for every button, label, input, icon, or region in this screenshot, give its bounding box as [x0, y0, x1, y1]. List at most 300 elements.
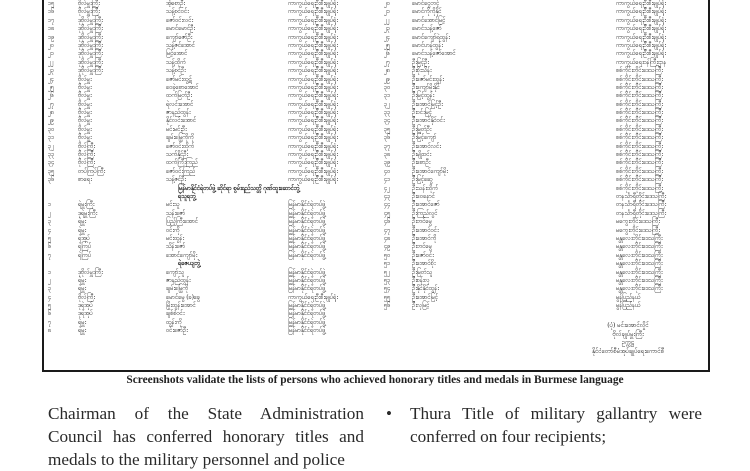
table-cell: ထွန်းကို [166, 318, 182, 326]
table-cell: သန့်ထိုက် [166, 58, 186, 66]
table-cell: ၂၃ [384, 25, 390, 33]
table-cell: မကွေးတိုင်းဒေသကြီး [616, 218, 660, 226]
table-cell: စစ်ကိုင်းတိုင်းဒေသကြီး [616, 100, 663, 108]
table-cell: ၂၂ [48, 58, 54, 66]
table-cell: ၃၄ [384, 117, 391, 125]
signature-title: ဥက္ကဋ္ဌ [621, 339, 635, 346]
table-cell: ဇော်မင်းထွဋ် [166, 75, 192, 83]
table-cell: မောင်ငွေတင့် [412, 0, 440, 7]
table-cell: ၄၇ [384, 226, 391, 234]
table-cell: ၁၆ [48, 8, 55, 16]
table-cell: ကာကွယ်ရေးဦးစီးချုပ်ရုံး [288, 176, 338, 184]
table-cell: ကာကွယ်ရေးဦးစီးချုပ်ရုံး [288, 67, 338, 75]
table-cell: တနင်္သာရီတိုင်းဒေသကြီး [616, 201, 666, 209]
table-row [384, 34, 704, 42]
table-cell: ၄ [48, 293, 52, 301]
table-cell: သန့်ဇင်အောင် [166, 41, 195, 49]
table-cell: ၄၁ [384, 176, 391, 184]
table-cell: မွန်ပြည်နယ် [616, 302, 641, 310]
table-cell: ဒုဗိုလ်မှူးကြီး [78, 33, 103, 41]
table-cell: ကာကွယ်ရေးဦးစီးချုပ်ရုံး [288, 142, 338, 150]
table-cell: ဒုဗိုလ်မှူးကြီး [78, 41, 103, 49]
table-cell: ဦးမြင့်ထွန်း [412, 92, 435, 100]
section-heading: မြန်မာနိုင်ငံရဲတပ်ဖွဲ့ ဆိုင်ရာ စွမ်းရည်သတ္တိ ဂုဏ်ထူးဆောင်ဘွဲ့ [178, 184, 300, 192]
table-cell: ၁ [48, 201, 52, 209]
table-cell: ရဲမှူး [78, 276, 86, 284]
table-row [48, 67, 378, 75]
table-cell: ၃၄ [48, 159, 55, 167]
table-cell: ၃၇ [384, 142, 391, 150]
table-cell: ချမ်းမြေ့ကို [166, 285, 189, 293]
table-cell: ဒုဗိုလ်မှူးကြီး [78, 50, 103, 58]
table-cell: သက်နိုင်ဦး [166, 151, 188, 159]
table-cell: ဦးမြင့်ကျော် [412, 134, 437, 142]
table-cell: ဗိုလ်ကြီး [78, 151, 95, 159]
signature-name: (ပုံ) မင်းအောင်လှိုင် [607, 322, 649, 329]
table-cell: မန္တလေးတိုင်းဒေသကြီး [616, 276, 663, 284]
table-cell: ၃၀ [384, 83, 391, 91]
table-cell: ၂၄ [48, 75, 54, 83]
table-cell: ဦးဝေနောင် [412, 192, 435, 200]
table-cell: ကာကွယ်ရေးဦးစီးချုပ်ရုံး [288, 58, 338, 66]
table-cell: ရဲမှူးကြီး [78, 201, 95, 209]
table-cell: ၄၄ [384, 201, 391, 209]
table-row [48, 8, 378, 16]
table-row [48, 218, 378, 226]
table-cell: စစ်ကိုင်းတိုင်းဒေသကြီး [616, 75, 663, 83]
table-cell: ၃၅ [48, 167, 55, 175]
table-cell: ၁၅ [48, 0, 55, 7]
table-cell: ကာကွယ်ရေးဦးစီးချုပ်ရုံး [288, 159, 338, 167]
table-row [384, 101, 704, 109]
table-cell: ၃၃ [384, 109, 391, 117]
table-cell: ကာကွယ်ရေးဦးစီးချုပ်ရုံး [616, 16, 666, 24]
table-cell: ၄၂ [384, 184, 390, 192]
table-cell: ဦးလှမြင့် [412, 302, 430, 310]
table-cell: ၃၁ [48, 134, 55, 142]
table-cell: မန္တလေးတိုင်းဒေသကြီး [616, 285, 663, 293]
table-cell: ရဲလင်းအောင် [166, 100, 194, 108]
table-cell: ဦးအောင်ဝင်း [412, 226, 439, 234]
table-cell: စစ်ကိုင်းတိုင်းဒေသကြီး [616, 159, 663, 167]
table-cell: ဦးဝင်းမြင့် [412, 109, 432, 117]
table-cell: ဒုရဲအုပ် [78, 302, 93, 310]
table-cell: ဒုဗိုလ်မှူးကြီး [78, 67, 103, 75]
table-cell: မောင်သန့်ဇော်အောင် [412, 50, 456, 58]
table-cell: ရဲကြပ် [78, 243, 92, 251]
section-heading: ရဲဇေယျဘွဲ့ [178, 260, 201, 268]
table-cell: ဦးအောင်မြင့် [412, 293, 438, 301]
table-row [48, 176, 378, 184]
table-row [48, 235, 378, 243]
table-cell: မောင်ကိုကိုနိုင် [412, 8, 442, 16]
table-row [48, 319, 378, 327]
table-cell: ၁ [48, 268, 52, 276]
document-left-column [48, 0, 378, 336]
table-cell: ၂၆ [384, 50, 390, 58]
table-cell: ၂၈ [48, 109, 54, 117]
table-cell: မြန်မာနိုင်ငံရဲတပ်ဖွဲ့ [288, 209, 326, 217]
table-cell: ကာကွယ်ရေးဦးစီးချုပ်ရုံး [288, 41, 338, 49]
table-cell: ကာကွယ်ရေးဦးစီးချုပ်ရုံး [288, 134, 338, 142]
table-row [48, 269, 378, 277]
table-row [384, 285, 704, 293]
figure-caption: Screenshots validate the lists of persons who achieved honorary titles and medals in Burmese language [126, 374, 624, 386]
table-cell: ထက်မြတ်ဦး [166, 92, 192, 100]
table-cell: ၃၈ [384, 151, 391, 159]
table-cell: ၁၉ [48, 33, 55, 41]
table-cell: ကာကွယ်ရေးဦးစီးချုပ်ရုံး [288, 125, 338, 133]
signature-rank: ဗိုလ်ချုပ်မှူးကြီး [612, 330, 644, 338]
table-row [384, 76, 704, 84]
table-cell: ၆ [48, 310, 52, 318]
table-cell: ကာကွယ်ရေးဦးစီးချုပ်ရုံး [288, 25, 338, 33]
table-cell: ၃၅ [384, 125, 391, 133]
table-cell: ဦးအောင်နိုင်ဝင်း [412, 117, 445, 125]
table-cell: စစ်ကိုင်းတိုင်းဒေသကြီး [616, 176, 663, 184]
table-cell: မြန်မာနိုင်ငံရဲတပ်ဖွဲ့ [288, 218, 326, 226]
table-cell: မောင်မောင်ဦး [166, 25, 195, 33]
table-cell: ဦးမြင့်ဆွေ [412, 176, 433, 184]
table-cell: ဦးအောင်လင်း [412, 142, 441, 150]
table-cell: ၃၉ [384, 159, 391, 167]
table-cell: တပ်ကြပ်ကြီး [78, 167, 105, 175]
table-cell: ဦးအောင်ကျော်မိုး [412, 167, 448, 175]
table-cell: ဦးအောင်ဇော် [412, 201, 440, 209]
table-row [48, 25, 378, 33]
table-cell: ကာကွယ်ရေးဦးစီးချုပ်ရုံး [616, 8, 666, 16]
table-cell: ရဲမှူး [78, 318, 86, 326]
table-cell: မြန်မာနိုင်ငံရဲတပ်ဖွဲ့ [288, 310, 326, 318]
table-cell: မောင်ဟန်ထွန်း [412, 41, 443, 49]
table-cell: ဦးဇော်မင်းထွန်း [412, 75, 444, 83]
table-cell: ဦးမျိုးဝင်း [412, 151, 432, 159]
table-row [384, 269, 704, 277]
table-cell: ဝေခဲ့စောအောင် [166, 83, 199, 91]
table-cell: မန္တလေးတိုင်းဒေသကြီး [616, 260, 663, 268]
table-row [48, 143, 378, 151]
table-cell: ဗိုလ်မှူး [78, 125, 92, 133]
table-row [384, 59, 704, 67]
table-cell: မန္တလေးတိုင်းဒေသကြီး [616, 234, 663, 242]
table-row [384, 17, 704, 25]
table-cell: ၃ [48, 218, 52, 226]
table-cell: နိုင်လင်းအောင် [166, 117, 197, 125]
table-cell: ပြည့်ကြီးအောင် [166, 218, 198, 226]
table-cell: ဗိုလ်မှူး [78, 100, 92, 108]
table-cell: မောင်မွေ (ခ)ခွေ [166, 293, 200, 301]
table-cell: ၃၂ [384, 100, 390, 108]
table-cell: ရဲမှူး [78, 285, 86, 293]
table-cell: ကာကွယ်ရေးဦးစီးချုပ်ရုံး [616, 25, 666, 33]
table-cell: ၂၂ [384, 16, 390, 24]
table-row [384, 210, 704, 218]
table-cell: ကာကွယ်ရေးဦးစီးချုပ်ရုံး [288, 16, 338, 24]
table-cell: ကျော်ဇော်ဦး [166, 33, 193, 41]
table-cell: ကာကွယ်ရေးဦးစီးချုပ်ရုံး [288, 50, 338, 58]
table-row [384, 25, 704, 33]
table-row [48, 201, 378, 209]
table-cell: ၂၀ [48, 41, 54, 49]
table-cell: ကာကွယ်ရေးဦးစီးချုပ်ရုံး [288, 92, 338, 100]
table-cell: မင်းထွန်း [166, 234, 184, 242]
table-cell: သိန်းဇော် [166, 243, 186, 251]
table-cell: ကာကွယ်ရေးဦးစီးချုပ်ရုံး [288, 75, 338, 83]
table-cell: ချစ်စံဝင်း [166, 310, 185, 318]
table-cell: မွန်ပြည်နယ် [616, 293, 641, 301]
table-cell: ၆ [48, 243, 52, 251]
table-cell: ကာကွယ်ရေးဦးစီးချုပ်ရုံး [616, 50, 666, 58]
section-heading-row [48, 185, 378, 193]
table-cell: ၃၁ [384, 92, 391, 100]
table-row [384, 294, 704, 302]
table-cell: တနင်္သာရီတိုင်းဒေသကြီး [616, 192, 666, 200]
table-cell: ဗိုလ်မှူး [78, 109, 92, 117]
table-cell: ၈ [48, 327, 52, 335]
table-row [48, 285, 378, 293]
table-cell: ဝင်းကို [166, 226, 180, 234]
table-cell: ရဲအုပ် [78, 234, 90, 242]
table-cell: ၅၆ [384, 302, 391, 310]
table-cell: မြန်မာနိုင်ငံရဲတပ်ဖွဲ့ [288, 201, 326, 209]
table-cell: မကွေးတိုင်းဒေသကြီး [616, 226, 660, 234]
table-cell: ဦးအောင်ကို [412, 234, 437, 242]
table-cell: သန့်စင်ဦး [166, 67, 186, 75]
table-cell: ကာကွယ်ရေးဦးစီးချုပ်ရုံး [288, 0, 338, 7]
table-cell: ရဲမှူး [78, 218, 86, 226]
table-row [48, 34, 378, 42]
table-cell: ၃၂ [48, 142, 54, 150]
table-cell: စစ်ကိုင်းတိုင်းဒေသကြီး [616, 117, 663, 125]
table-cell: ၂၀ [384, 0, 390, 7]
table-cell: မြိုးထွန်းအောင် [166, 302, 196, 310]
table-cell: အံ့စောဦး [166, 0, 185, 7]
table-row [48, 92, 378, 100]
table-row [48, 101, 378, 109]
table-row [48, 59, 378, 67]
table-cell: ဦးသန်းထိုက် [412, 184, 438, 192]
table-cell: မောင်သန့်ဇော် [412, 25, 442, 33]
table-cell: ဦးအောင်စိုး [412, 260, 436, 268]
table-row [48, 117, 378, 125]
table-row [384, 201, 704, 209]
table-cell: ဒုဗိုလ်မှူးကြီး [78, 58, 103, 66]
table-cell: ၂၉ [384, 75, 390, 83]
table-cell: ရဲမှူး [78, 327, 86, 335]
table-row [48, 227, 378, 235]
body-paragraph-left: Chairman of the State Administration Council has conferred honorary titles and medals to the military personnel and police [48, 404, 364, 469]
table-cell: ဦးဇော်ဝင်း [412, 251, 434, 259]
table-cell: ကျော်သူ [166, 268, 184, 276]
table-cell: မြန်မာနိုင်ငံရဲတပ်ဖွဲ့ [288, 285, 326, 293]
table-row [48, 50, 378, 58]
table-cell: မြန်မာနိုင်ငံရဲတပ်ဖွဲ့ [288, 268, 326, 276]
section-heading-row [48, 260, 378, 268]
table-row [48, 168, 378, 176]
table-cell: မန္တလေးတိုင်းဒေသကြီး [616, 268, 663, 276]
table-cell: ၄ [48, 226, 52, 234]
table-cell: ဦးအောင်မြင့်ဦး [412, 100, 443, 108]
body-paragraph-right [386, 402, 702, 448]
table-cell: ၄၈ [384, 234, 391, 242]
table-cell: ဗိုလ်မှူး [78, 134, 92, 142]
bullet-icon: • [386, 404, 392, 423]
table-row [48, 302, 378, 310]
table-row [48, 277, 378, 285]
table-cell: ဇာနည်ထွန်း [166, 276, 191, 284]
table-cell: ဇော်ဝင်းထိုက် [166, 142, 195, 150]
table-cell: ၂၄ [384, 33, 390, 41]
signature-council: နိုင်ငံတော်စီမံအုပ်ချုပ်ရေးကောင်စီ [592, 347, 665, 355]
table-cell: စစ်ကိုင်းတိုင်းဒေသကြီး [616, 83, 663, 91]
table-row [48, 294, 378, 302]
table-cell: ၇ [48, 318, 52, 326]
table-cell: ၃ [48, 285, 52, 293]
table-cell: မြင့်အောင် [166, 50, 188, 58]
table-cell: ဦးကျော်မိုးနိုင် [412, 83, 440, 91]
table-row [48, 76, 378, 84]
table-cell: ဦးမြတ်သူ [412, 268, 433, 276]
table-row [384, 185, 704, 193]
table-cell: မင်းမင်းဦး [166, 125, 187, 133]
table-row [384, 227, 704, 235]
table-cell: ၂၁ [384, 8, 390, 16]
section-heading: ရဲသူရဘွဲ့ [178, 192, 196, 200]
table-row [48, 243, 378, 251]
document-right-column [384, 0, 704, 310]
table-cell: ၃၆ [48, 176, 55, 184]
table-cell: စစ်ကိုင်းတိုင်းဒေသကြီး [616, 167, 663, 175]
table-cell: ၅၄ [384, 285, 391, 293]
table-cell: စစ်ကိုင်းတိုင်းဒေသကြီး [616, 109, 663, 117]
table-cell: ၂ [48, 209, 51, 217]
table-cell: ၂၃ [48, 67, 54, 75]
table-cell: စစ်ကိုင်းတိုင်းဒေသကြီး [616, 125, 663, 133]
table-cell: ကာကွယ်ရေးဦးစီးချုပ်ရုံး [288, 293, 338, 301]
table-cell: စစ်ကိုင်းတိုင်းဒေသကြီး [616, 92, 663, 100]
table-cell: ဒုဗိုလ်မှူးကြီး [78, 268, 103, 276]
table-cell: ကာကွယ်ရေးဦးစီးချုပ်ရုံး [616, 41, 666, 49]
table-cell: ၂၇ [384, 58, 390, 66]
table-cell: ၄၃ [384, 192, 391, 200]
table-row [384, 126, 704, 134]
table-cell: ဒုရဲအုပ် [78, 310, 93, 318]
table-cell: ၂၇ [48, 100, 54, 108]
table-cell: မန္တလေးတိုင်းဒေသကြီး [616, 243, 663, 251]
table-row [48, 159, 378, 167]
bullet-text: Thura Title of military gallantry were conferred on four recipients; [410, 404, 702, 446]
table-cell: အောင်ကျော်မိုး [166, 251, 198, 259]
table-cell: တနင်္သာရီတိုင်းဒေသကြီး [616, 209, 666, 217]
table-cell: ၄၉ [384, 243, 391, 251]
table-cell: စစ်ကိုင်းတိုင်းဒေသကြီး [616, 151, 663, 159]
table-cell: ကာကွယ်ရေးဦးစီးချုပ်ရုံး [616, 33, 666, 41]
table-row [384, 50, 704, 58]
table-row [384, 159, 704, 167]
table-cell: ဦးနိုင်နိုင်ထွန်း [412, 285, 439, 293]
table-cell: ဇာနည်ထွန်း [166, 109, 191, 117]
table-cell: မန္တလေးတိုင်းဒေသကြီး [616, 251, 663, 259]
table-cell: ၅၅ [384, 293, 391, 301]
table-cell: စာရေး [78, 176, 92, 184]
table-row [384, 168, 704, 176]
table-cell: ကာကွယ်ရေးဦးစီးချုပ်ရုံး [288, 167, 338, 175]
table-row [48, 17, 378, 25]
table-cell: ဦးစောဦး [412, 159, 431, 167]
table-cell: ၁၇ [48, 16, 55, 24]
table-cell: ၃၃ [48, 151, 55, 159]
table-cell: ချမ်းမြေ့ကိုကို [166, 134, 194, 142]
table-cell: ဒုဗိုလ်မှူးကြီး [78, 25, 103, 33]
table-cell: ဒုရဲမှူးကြီး [78, 209, 98, 217]
table-cell: မင်းသူ [166, 201, 180, 209]
table-cell: မြန်မာနိုင်ငံရဲတပ်ဖွဲ့ [288, 234, 326, 242]
table-cell: သန်းဇော် [166, 209, 186, 217]
table-cell: မြန်မာနိုင်ငံရဲတပ်ဖွဲ့ [288, 327, 326, 335]
table-cell: ဗိုလ်မှူးကြီး [78, 8, 100, 16]
table-row [384, 302, 704, 310]
table-cell: ၅၃ [384, 276, 391, 284]
burmese-document-scan [42, 0, 710, 372]
table-row [48, 210, 378, 218]
table-cell: ဗိုလ်မှူး [78, 75, 92, 83]
table-cell: ၅၂ [384, 268, 390, 276]
table-row [384, 8, 704, 16]
table-cell: မြန်မာနိုင်ငံရဲတပ်ဖွဲ့ [288, 243, 326, 251]
table-cell: ဦးတင်မွေ [412, 218, 432, 226]
table-cell: ဦးမြတ်ဦး [412, 125, 432, 133]
table-cell: ကာကွယ်ရေးဦးစီးချုပ်ရုံး [288, 151, 338, 159]
table-cell: ဦးတင်မွေ [412, 243, 432, 251]
table-cell: ဇော်ဝင်းကြည် [166, 167, 196, 175]
table-cell: ဗိုလ်ကြီး [78, 293, 95, 301]
table-cell: ဗိုလ်မှူး [78, 83, 92, 91]
table-cell: ၅၁ [384, 260, 391, 268]
table-cell: ဗိုလ်ကြီး [78, 142, 95, 150]
table-cell: ဝင်းဇော်ဦး [166, 327, 188, 335]
table-cell: သန့်ဇင်ဦး [166, 176, 186, 184]
section-heading-row [48, 193, 378, 201]
table-cell: မြန်မာနိုင်ငံရဲတပ်ဖွဲ့ [288, 276, 326, 284]
table-cell: ဗိုလ်မှူးကြီး [78, 0, 100, 7]
table-cell: မောင်ကျော်ရဲထွန်း [412, 33, 450, 41]
table-cell: ၇ [48, 251, 52, 259]
table-row [48, 134, 378, 142]
table-row [384, 252, 704, 260]
table-cell: ထက်ကြီးကြည် [166, 159, 198, 167]
table-cell: ၂၉ [48, 117, 54, 125]
table-cell: စစ်ကိုင်းတိုင်းဒေသကြီး [616, 67, 663, 75]
table-cell: ၄၆ [384, 218, 391, 226]
table-cell: ၅၀ [384, 251, 391, 259]
table-cell: ရဲမှူး [78, 226, 86, 234]
table-cell: ကာကွယ်ရေးဦးစီးချုပ်ရုံး [288, 8, 338, 16]
table-cell: ကာကွယ်ရေးဦးစီးချုပ်ရုံး [616, 0, 666, 7]
table-row [384, 134, 704, 142]
table-row [384, 260, 704, 268]
table-cell: ၂ [48, 276, 51, 284]
table-cell: ၂၈ [384, 67, 390, 75]
table-cell: မြန်မာနိုင်ငံရဲတပ်ဖွဲ့ [288, 226, 326, 234]
table-cell: သန့်စင်ဝင်း [166, 8, 189, 16]
table-cell: မြန်မာနိုင်ငံရဲတပ်ဖွဲ့ [288, 302, 326, 310]
table-cell: ဇော်ဝင်းလင်း [166, 16, 193, 24]
table-row [384, 92, 704, 100]
table-row [384, 117, 704, 125]
table-row [48, 252, 378, 260]
table-row [384, 67, 704, 75]
table-cell: ၂၅ [384, 41, 390, 49]
